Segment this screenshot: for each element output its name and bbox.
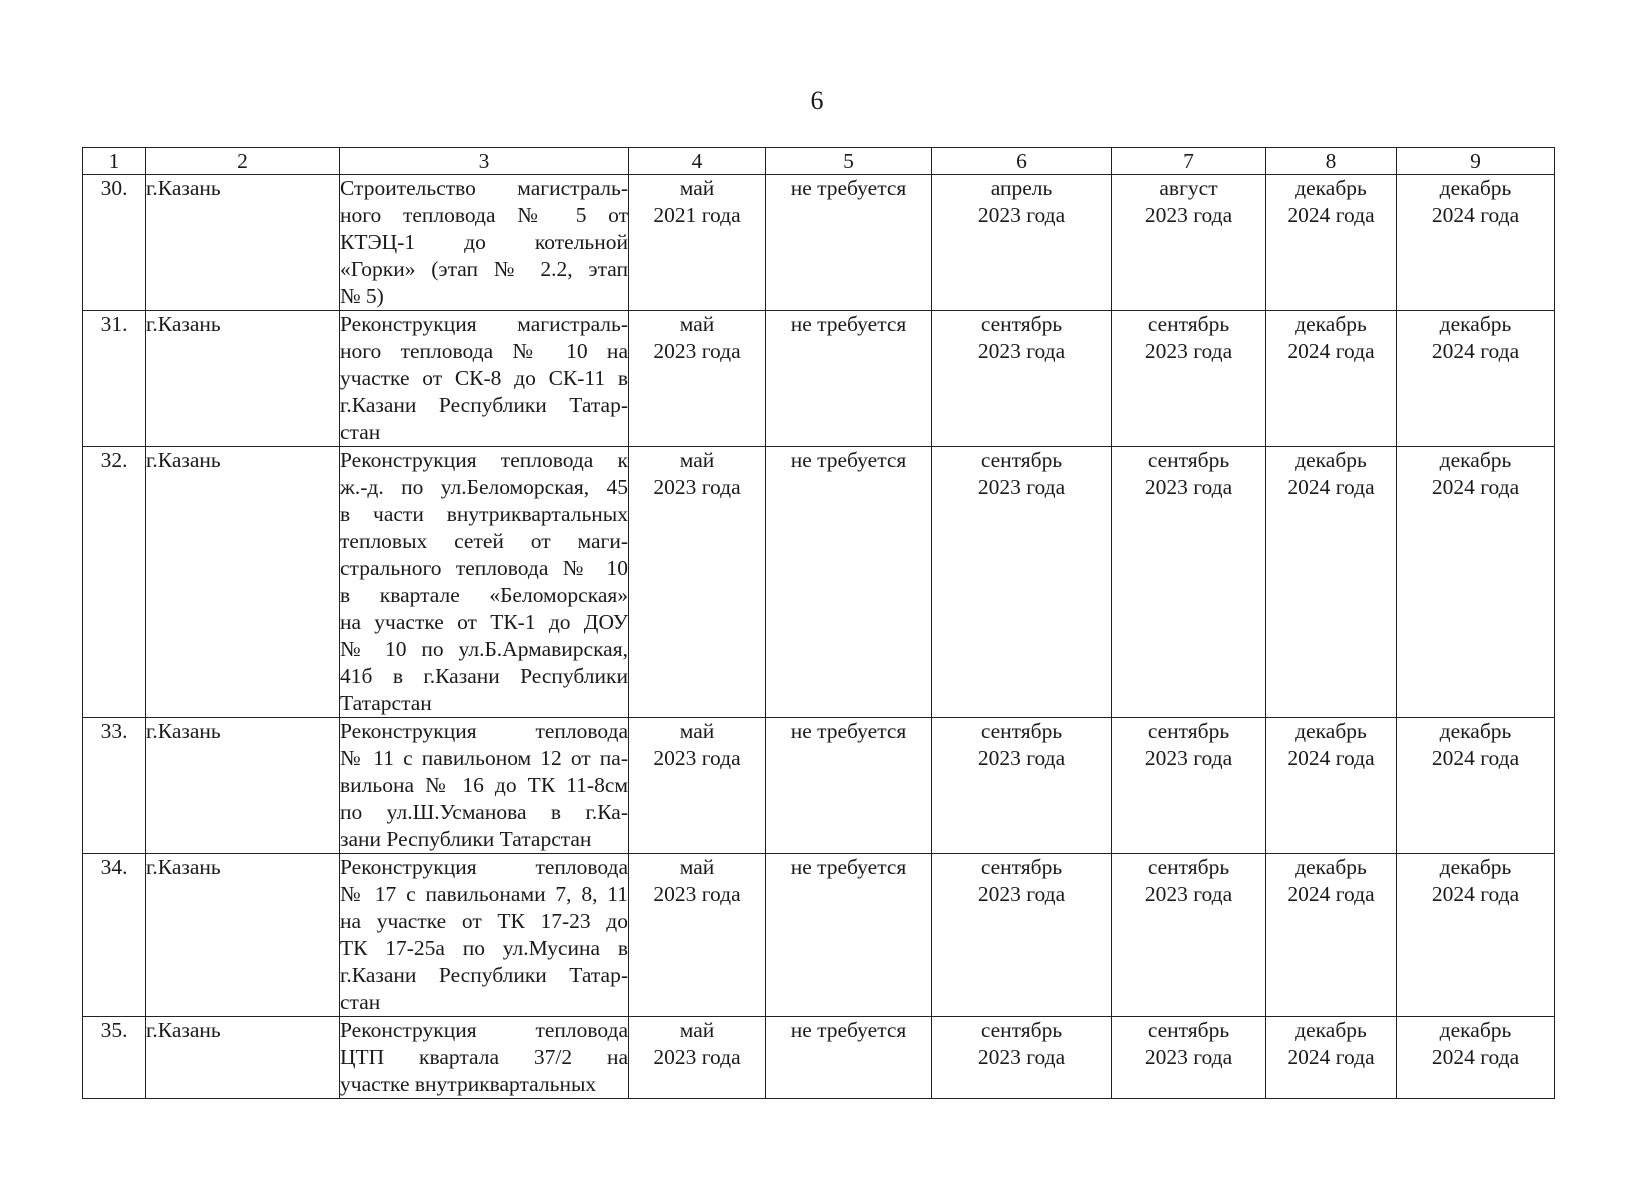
row-number: 30. [100,176,128,200]
city-cell [146,1017,340,1099]
col9-cell [1397,854,1555,1017]
col6-value: 2023 года [977,339,1066,363]
col5-value: не требуется [790,448,907,472]
col4-value: май [679,176,715,200]
description-line: вильона № 16 до ТК 11-8см [340,773,628,797]
col5-cell [766,175,932,311]
description-line: ного тепловода № 10 на [340,339,628,363]
table-row [83,175,1555,311]
column-number: 9 [1397,148,1555,175]
col7-value: август [1159,176,1218,200]
description-line: № 11 с павильоном 12 от па- [340,746,628,770]
col8-cell [1266,447,1397,718]
col9-value: декабрь [1439,312,1512,336]
col7-value: сентябрь [1147,719,1230,743]
col9-cell [1397,175,1555,311]
col6-value: сентябрь [980,855,1063,879]
col5-value: не требуется [790,1018,907,1042]
col8-value: декабрь [1295,855,1367,879]
description-line: Реконструкция тепловода к [340,448,628,472]
col6-cell [932,447,1112,718]
city-cell [146,718,340,854]
city-cell [146,175,340,311]
row-number: 35. [100,1018,128,1042]
col8-value: 2024 года [1287,203,1375,227]
col7-value: сентябрь [1147,448,1230,472]
col7-cell [1112,175,1266,311]
col8-value: 2024 года [1287,339,1375,363]
city-name: г.Казань [146,1018,221,1042]
col6-cell [932,854,1112,1017]
column-number: 1 [83,148,146,175]
col6-value: 2023 года [977,746,1066,770]
city-cell [146,854,340,1017]
description-line: ного тепловода № 5 от [340,203,628,227]
col7-value: 2023 года [1144,475,1233,499]
col8-value: декабрь [1295,176,1367,200]
col6-cell [932,175,1112,311]
col7-value: 2023 года [1144,339,1233,363]
col9-cell [1397,447,1555,718]
col8-value: декабрь [1295,448,1367,472]
column-number: 8 [1266,148,1397,175]
row-number: 31. [100,312,128,336]
description-line: Реконструкция тепловода [340,719,628,743]
row-number: 34. [100,855,128,879]
col7-value: сентябрь [1147,312,1230,336]
table-row [83,311,1555,447]
city-cell [146,447,340,718]
col5-cell [766,311,932,447]
description-line: в квартале «Беломорская» [340,583,628,607]
col4-cell [629,854,766,1017]
description-cell [340,1017,629,1099]
col4-value: май [679,855,715,879]
description-cell [340,718,629,854]
column-number-row [83,148,1555,175]
description-line: участке от СК-8 до СК-11 в [340,366,628,390]
col8-cell [1266,175,1397,311]
col9-value: 2024 года [1431,746,1520,770]
description-line: «Горки» (этап № 2.2, этап [340,257,628,281]
description-line: Реконструкция тепловода [340,855,628,879]
col5-value: не требуется [790,312,907,336]
schedule-table [82,147,1555,1099]
col9-value: декабрь [1439,448,1512,472]
row-number: 32. [100,448,128,472]
row-number-cell [83,311,146,447]
col4-value: 2021 года [653,203,741,227]
row-number-cell [83,1017,146,1099]
col6-value: 2023 года [977,1045,1066,1069]
table-row [83,854,1555,1017]
column-number: 4 [629,148,766,175]
col8-value: декабрь [1295,312,1367,336]
col6-cell [932,311,1112,447]
description-line: № 5) [340,284,384,308]
column-number: 7 [1112,148,1266,175]
table-row [83,718,1555,854]
description-line: Реконструкция тепловода [340,1018,628,1042]
col8-value: 2024 года [1287,882,1375,906]
description-line: № 17 с павильонами 7, 8, 11 [340,882,628,906]
description-line: № 10 по ул.Б.Армавирская, [340,637,628,661]
col5-value: не требуется [790,719,907,743]
col6-cell [932,1017,1112,1099]
col9-cell [1397,718,1555,854]
col9-cell [1397,1017,1555,1099]
table-row [83,1017,1555,1099]
col8-cell [1266,311,1397,447]
col7-value: сентябрь [1147,1018,1230,1042]
col4-cell [629,311,766,447]
col7-value: 2023 года [1144,746,1233,770]
description-line: по ул.Ш.Усманова в г.Ка- [340,800,628,824]
col8-value: 2024 года [1287,746,1375,770]
col4-cell [629,447,766,718]
description-line: зани Республики Татарстан [340,827,592,851]
col7-value: 2023 года [1144,1045,1233,1069]
col5-value: не требуется [790,855,907,879]
col4-value: 2023 года [653,339,741,363]
col6-value: сентябрь [980,1018,1063,1042]
col7-value: сентябрь [1147,855,1230,879]
description-line: стан [340,420,381,444]
description-line: ЦТП квартала 37/2 на [340,1045,628,1069]
col4-value: май [679,719,715,743]
row-number: 33. [100,719,128,743]
description-line: Реконструкция магистраль- [340,312,628,336]
col8-cell [1266,1017,1397,1099]
description-line: тепловых сетей от маги- [340,529,628,553]
col6-value: сентябрь [980,312,1063,336]
col5-value: не требуется [790,176,907,200]
col9-value: 2024 года [1431,203,1520,227]
description-line: 41б в г.Казани Республики [340,664,628,688]
description-line: стрального тепловода № 10 [340,556,628,580]
column-number: 2 [146,148,340,175]
col9-cell [1397,311,1555,447]
description-line: в части внутриквартальных [340,502,628,526]
col7-value: 2023 года [1144,882,1233,906]
col9-value: 2024 года [1431,475,1520,499]
col4-value: май [679,448,715,472]
col5-cell [766,1017,932,1099]
col7-value: 2023 года [1144,203,1233,227]
description-cell [340,854,629,1017]
description-line: ж.-д. по ул.Беломорская, 45 [340,475,628,499]
city-cell [146,311,340,447]
col9-value: декабрь [1439,176,1512,200]
description-line: КТЭЦ-1 до котельной [340,230,628,254]
city-name: г.Казань [146,312,221,336]
col4-cell [629,1017,766,1099]
col6-value: сентябрь [980,448,1063,472]
col4-value: 2023 года [653,1045,741,1069]
col5-cell [766,854,932,1017]
row-number-cell [83,854,146,1017]
description-line: г.Казани Республики Татар- [340,963,628,987]
col7-cell [1112,1017,1266,1099]
column-number: 3 [340,148,629,175]
col6-value: 2023 года [977,882,1066,906]
col8-cell [1266,718,1397,854]
col9-value: 2024 года [1431,1045,1520,1069]
city-name: г.Казань [146,719,221,743]
city-name: г.Казань [146,448,221,472]
description-line: участке внутриквартальных [340,1072,597,1096]
col6-value: апрель [990,176,1053,200]
page-number: 6 [810,86,824,115]
description-cell [340,447,629,718]
col4-cell [629,175,766,311]
col6-value: сентябрь [980,719,1063,743]
col6-value: 2023 года [977,203,1066,227]
col4-value: 2023 года [653,746,741,770]
description-line: Татарстан [340,691,432,715]
col9-value: декабрь [1439,855,1512,879]
col6-cell [932,718,1112,854]
col4-value: май [679,312,715,336]
col9-value: декабрь [1439,719,1512,743]
col7-cell [1112,447,1266,718]
description-line: на участке от ТК-1 до ДОУ [340,610,628,634]
description-line: ТК 17-25а по ул.Мусина в [340,936,628,960]
col4-value: 2023 года [653,475,741,499]
col7-cell [1112,718,1266,854]
table-row [83,447,1555,718]
col8-value: декабрь [1295,719,1367,743]
column-number: 5 [766,148,932,175]
col8-value: 2024 года [1287,475,1375,499]
row-number-cell [83,718,146,854]
col9-value: декабрь [1439,1018,1512,1042]
city-name: г.Казань [146,855,221,879]
table-body [83,148,1555,1099]
col9-value: 2024 года [1431,882,1520,906]
col8-value: декабрь [1295,1018,1367,1042]
col4-value: 2023 года [653,882,741,906]
description-line: Строительство магистраль- [340,176,628,200]
column-number: 6 [932,148,1112,175]
description-line: стан [340,990,381,1014]
city-name: г.Казань [146,176,221,200]
col7-cell [1112,311,1266,447]
col4-cell [629,718,766,854]
col7-cell [1112,854,1266,1017]
row-number-cell [83,447,146,718]
col8-value: 2024 года [1287,1045,1375,1069]
description-line: г.Казани Республики Татар- [340,393,628,417]
col4-value: май [679,1018,715,1042]
col5-cell [766,447,932,718]
description-cell [340,175,629,311]
description-line: на участке от ТК 17-23 до [340,909,628,933]
description-cell [340,311,629,447]
col6-value: 2023 года [977,475,1066,499]
col5-cell [766,718,932,854]
col8-cell [1266,854,1397,1017]
col9-value: 2024 года [1431,339,1520,363]
row-number-cell [83,175,146,311]
